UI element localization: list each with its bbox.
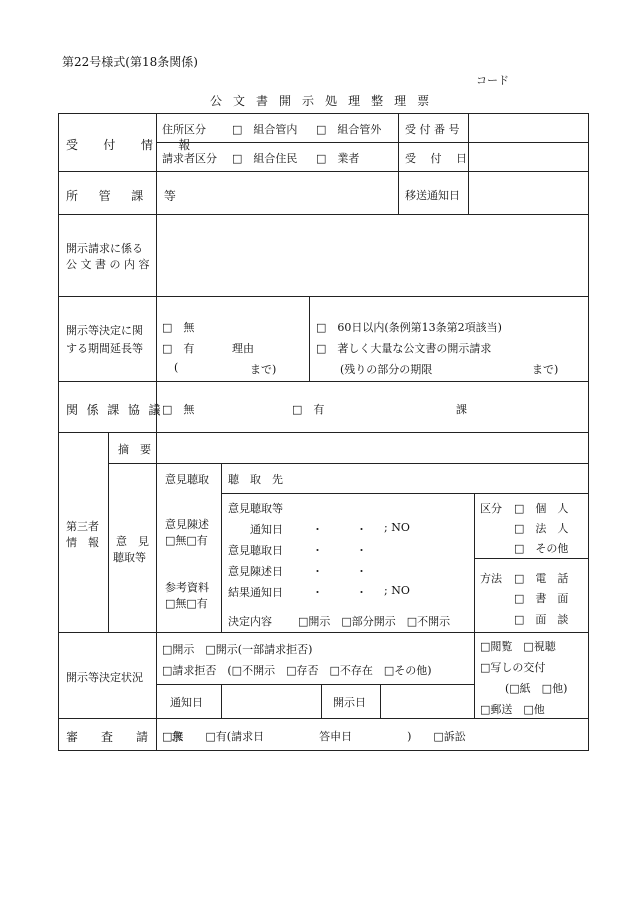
decision-line2[interactable]: □請求拒否 (□不開示 □存否 □不存在 □その他) bbox=[162, 664, 432, 677]
hearing-label-line1: 意 見 bbox=[116, 535, 149, 548]
form-title: 公 文 書 開 示 処 理 整 理 票 bbox=[210, 94, 433, 108]
result-no: ; NO bbox=[384, 584, 410, 597]
address-option-inside[interactable]: □ 組合管内 bbox=[232, 123, 298, 136]
decision-content-label: 決定内容 bbox=[228, 615, 272, 628]
option-within-60-days[interactable]: □ 60日以内(条例第13条第2項該当) bbox=[316, 321, 502, 334]
code-label: コード bbox=[476, 74, 509, 87]
statement-label: 意見陳述 bbox=[165, 518, 209, 531]
requester-option-business[interactable]: □ 業者 bbox=[316, 152, 360, 165]
review-content[interactable]: □無 □有(請求日 答申日 ) □訴訟 bbox=[162, 730, 466, 743]
section-label: 所 管 課 等 bbox=[66, 189, 185, 203]
method-mail[interactable]: □郵送 □他 bbox=[480, 703, 545, 716]
kubun-individual[interactable]: □ 個 人 bbox=[514, 502, 569, 515]
method-document[interactable]: □ 書 面 bbox=[514, 592, 569, 605]
method-view[interactable]: □閲覧 □視聴 bbox=[480, 640, 556, 653]
extension-label-line2: する期間延長等 bbox=[66, 342, 143, 355]
extension-reason: 理由 bbox=[232, 342, 254, 355]
reference-options[interactable]: □無□有 bbox=[165, 597, 208, 610]
decision-notice-date-label: 通知日 bbox=[170, 696, 203, 709]
decision-status-label: 開示等決定状況 bbox=[66, 671, 143, 684]
extension-label-line1: 開示等決定に関 bbox=[66, 324, 143, 337]
hearing-etc-label: 意見聴取等 bbox=[228, 502, 283, 515]
summary-label: 摘 要 bbox=[118, 443, 151, 456]
remaining-deadline-label: (残りの部分の期限 bbox=[340, 363, 433, 376]
consult-none[interactable]: □ 無 bbox=[162, 403, 195, 416]
address-option-outside[interactable]: □ 組合管外 bbox=[316, 123, 382, 136]
third-party-label-line1: 第三者 bbox=[66, 520, 99, 533]
method-phone[interactable]: □ 電 話 bbox=[514, 572, 569, 585]
reception-label: 受 付 情 報 bbox=[66, 138, 202, 152]
reception-date-label: 受 付 日 bbox=[405, 152, 467, 165]
decision-content-options[interactable]: □開示 □部分開示 □不開示 bbox=[298, 615, 451, 628]
third-party-label-line2: 情 報 bbox=[66, 536, 99, 549]
result-date-label: 結果通知日 bbox=[228, 586, 283, 599]
extension-until-open: ( bbox=[174, 361, 179, 374]
opinion-hearing-label: 意見聴取 bbox=[165, 473, 209, 486]
reception-number-label: 受 付 番 号 bbox=[405, 123, 460, 136]
hearing-date-label: 意見聴取日 bbox=[228, 544, 283, 557]
extension-none[interactable]: □ 無 bbox=[162, 321, 195, 334]
extension-until-close: まで) bbox=[250, 363, 277, 376]
notice-date-label: 通知日 bbox=[250, 523, 283, 536]
review-label: 審 査 請 求 bbox=[66, 730, 186, 744]
form-number: 第22号様式(第18条関係) bbox=[62, 55, 198, 69]
kubun-other[interactable]: □ その他 bbox=[514, 542, 569, 555]
statement-date-label: 意見陳述日 bbox=[228, 565, 283, 578]
consult-dept-suffix: 課 bbox=[456, 403, 467, 416]
decision-disclose-date-label: 開示日 bbox=[333, 696, 366, 709]
kubun-corporation[interactable]: □ 法 人 bbox=[514, 522, 569, 535]
extension-yes[interactable]: □ 有 bbox=[162, 342, 195, 355]
requester-label: 請求者区分 bbox=[162, 152, 217, 165]
transfer-date-label: 移送通知日 bbox=[405, 189, 460, 202]
decision-line1[interactable]: □開示 □開示(一部請求拒否) bbox=[162, 643, 313, 656]
hearing-label-line2: 聴取等 bbox=[113, 551, 146, 564]
statement-options[interactable]: □無□有 bbox=[165, 534, 208, 547]
address-label: 住所区分 bbox=[162, 123, 206, 136]
consult-label: 関 係 課 協 議 bbox=[66, 403, 163, 417]
option-large-volume[interactable]: □ 著しく大量な公文書の開示請求 bbox=[316, 342, 492, 355]
document-label-line2: 公 文 書 の 内 容 bbox=[66, 258, 150, 271]
result-date-dots: ・ ・ bbox=[312, 586, 367, 599]
statement-date-dots: ・ ・ bbox=[312, 565, 367, 578]
kubun-label: 区分 bbox=[480, 502, 502, 515]
hearing-date-dots: ・ ・ bbox=[312, 544, 367, 557]
remaining-deadline-close: まで) bbox=[532, 363, 559, 376]
hearing-target-label: 聴 取 先 bbox=[228, 473, 283, 486]
document-label-line1: 開示請求に係る bbox=[66, 242, 143, 255]
method-copy[interactable]: □写しの交付 bbox=[480, 661, 546, 674]
notice-no: ; NO bbox=[384, 521, 410, 534]
consult-yes[interactable]: □ 有 bbox=[292, 403, 325, 416]
notice-date-dots: ・ ・ bbox=[312, 523, 367, 536]
reference-label: 参考資料 bbox=[165, 581, 209, 594]
method-interview[interactable]: □ 面 談 bbox=[514, 613, 569, 626]
requester-option-resident[interactable]: □ 組合住民 bbox=[232, 152, 298, 165]
method-copy-medium[interactable]: (□紙 □他) bbox=[505, 682, 568, 695]
method-label: 方法 bbox=[480, 572, 502, 585]
